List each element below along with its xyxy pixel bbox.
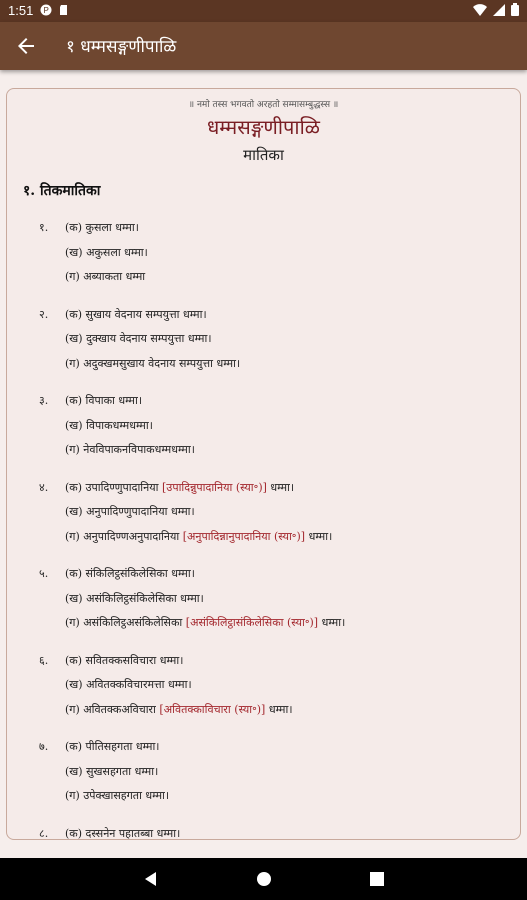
verse-line: (क) पीतिसहगता धम्मा। bbox=[65, 740, 160, 753]
verse-number: ७. bbox=[39, 740, 49, 753]
verse-line: (ग) उपेक्खासहगता धम्मा। bbox=[65, 789, 170, 802]
verse-line: (क) संकिलिट्ठसंकिलेसिका धम्मा। bbox=[65, 567, 195, 580]
verse-line: (क) विपाका धम्मा। bbox=[65, 394, 143, 407]
sd-card-icon bbox=[58, 4, 70, 16]
back-arrow-icon[interactable] bbox=[14, 34, 38, 58]
verse-line: (ख) अकुसला धम्मा। bbox=[65, 245, 148, 259]
verse-line: (क) सुखाय वेदनाय सम्पयुत्ता धम्मा। bbox=[65, 307, 207, 321]
verse-number: ६. bbox=[39, 653, 49, 667]
book-title: धम्मसङ्गणीपाळि bbox=[207, 115, 320, 139]
book-subtitle: मातिका bbox=[243, 146, 284, 164]
verse-line: (ख) असंकिलिट्ठसंकिलेसिका धम्मा। bbox=[65, 591, 204, 605]
namo-line: ॥ नमो तस्स भगवतो अरहतो सम्मासम्बुद्धस्स ॥ bbox=[188, 100, 339, 110]
verse-line: (ख) अवितक्कविचारमत्ता धम्मा। bbox=[65, 678, 192, 691]
verse-line: (ख) विपाकधम्मधम्मा। bbox=[65, 418, 153, 432]
app-notification-icon bbox=[40, 4, 52, 16]
verse-line: (क) कुसला धम्मा। bbox=[65, 221, 139, 234]
content-card bbox=[6, 88, 521, 840]
status-time: 1:51 bbox=[8, 3, 34, 18]
verse-line: (ग) अब्याकता धम्मा bbox=[65, 270, 146, 283]
verse-line bbox=[65, 615, 345, 630]
verse-number: १. bbox=[39, 221, 49, 234]
verse-line: (ख) दुक्खाय वेदनाय सम्पयुत्ता धम्मा। bbox=[65, 332, 212, 345]
verse-text: धम्मा। bbox=[318, 616, 346, 629]
variant-reading: [असंकिलिट्ठासंकिलेसिका (स्या॰)] bbox=[185, 616, 319, 629]
status-bar bbox=[0, 0, 527, 22]
app-bar bbox=[0, 22, 527, 70]
verse-line: (क) सवितक्कसविचारा धम्मा। bbox=[65, 653, 184, 667]
battery-icon bbox=[511, 3, 519, 16]
section-heading: १. तिकमातिका bbox=[23, 183, 101, 199]
svg-text:P: P bbox=[43, 6, 49, 15]
verse-number: ८. bbox=[39, 826, 49, 840]
verse-line bbox=[65, 529, 332, 544]
variant-reading: [अनुपादिन्नानुपादानिया (स्या॰)] bbox=[182, 529, 306, 543]
verse-text: (ग) अनुपादिण्णअनुपादानिया bbox=[65, 529, 183, 543]
verse-line: (ग) नेवविपाकनविपाकधम्मधम्मा। bbox=[65, 443, 195, 456]
wifi-icon bbox=[473, 4, 487, 16]
nav-recents-icon[interactable] bbox=[368, 870, 386, 888]
nav-home-icon[interactable] bbox=[255, 870, 273, 888]
verse-text: धम्मा। bbox=[266, 480, 295, 494]
verse-text: (ग) अवितक्कअविचारा bbox=[65, 702, 160, 716]
verse-number: ३. bbox=[39, 394, 49, 407]
verse-text: (क) उपादिण्णुपादानिया bbox=[65, 480, 162, 494]
signal-icon bbox=[493, 4, 505, 16]
variant-reading: [उपादिन्नुपादानिया (स्या॰)] bbox=[162, 480, 267, 494]
verse-line: (ख) अनुपादिण्णुपादानिया धम्मा। bbox=[65, 505, 195, 518]
nav-back-icon[interactable] bbox=[142, 870, 160, 888]
verse-number: ५. bbox=[39, 567, 49, 580]
verse-line: (क) दस्सनेन पहातब्बा धम्मा। bbox=[65, 826, 181, 840]
variant-reading: [अवितक्काविचारा (स्या॰)] bbox=[159, 702, 266, 716]
verse-number: ४. bbox=[39, 480, 49, 494]
verse-text: धम्मा। bbox=[305, 529, 333, 543]
verse-text: (ग) असंकिलिट्ठअसंकिलेसिका bbox=[65, 616, 186, 629]
navigation-bar bbox=[0, 858, 527, 900]
verse-line: (ग) अदुक्खमसुखाय वेदनाय सम्पयुत्ता धम्मा। bbox=[65, 356, 241, 370]
page-title: १ धम्मसङ्गणीपाळि bbox=[66, 37, 177, 57]
verse-number: २. bbox=[39, 307, 49, 321]
verse-line: (ख) सुखसहगता धम्मा। bbox=[65, 764, 159, 778]
verse-line bbox=[65, 480, 294, 495]
verse-text: धम्मा। bbox=[265, 702, 293, 716]
verse-line bbox=[65, 702, 293, 717]
